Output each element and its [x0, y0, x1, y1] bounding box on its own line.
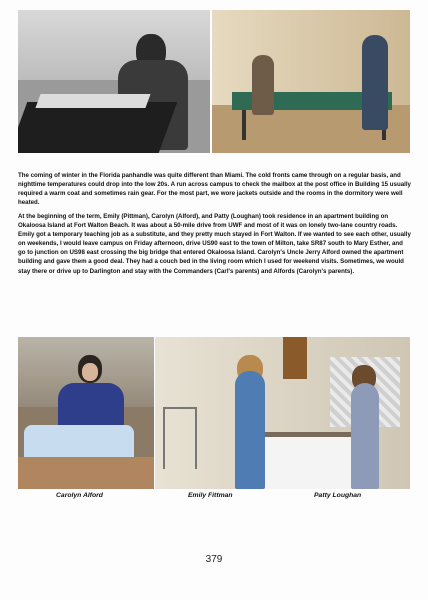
paragraph-apartment: At the beginning of the term, Emily (Pittman), Carolyn (Alford), and Patty (Loughan) took residence in an apartment building on Okaloosa Island at Fort Walton Beach. It was about a 50-mile drive from UWF and most of it was on lonely two-lane country roads. Emily got a temporary teaching job as a substitute, and they pretty much stayed in Fort Walton. If we wanted to see each other, usually on weekends, I would leave campus on Friday afternoon, drive US90 east to the town of Milton, take SR87 south to Mary Esther, and go to junction on US98 east crossing the big bridge that entered Okaloosa Island. Carolyn's Uncle Jerry Alford owned the apartment building and gave them a good deal. They had a couch bed in the living room which I used for weekend visits. Sometimes, we would stay there or drive up to Darlington and stay with the Commanders (Carl's parents) and Alfords (Carolyn's parents). — [18, 213, 411, 275]
page-number: 379 — [205, 554, 223, 565]
paragraph-winter: The coming of winter in the Florida panhandle was quite different than Miami. The cold fronts came through on a regular basis, and nighttime temperatures could drop into the low 20s. A run across campus to check the mailbox at the post office in Building 15 usually required a warm coat and sometimes rain gear. For the most part, we wore jackets outside and the rooms in the dormitory were well heated. — [18, 172, 411, 207]
caption-emily: Emily Fittman — [188, 492, 233, 499]
caption-patty: Patty Loughan — [314, 492, 362, 499]
caption-carolyn: Carolyn Alford — [56, 492, 103, 499]
photo-emily-and-patty-kitchen — [155, 337, 410, 489]
photo-ping-pong — [212, 10, 410, 153]
photo-man-at-table — [18, 10, 210, 153]
photo-carolyn-alford — [18, 337, 154, 489]
